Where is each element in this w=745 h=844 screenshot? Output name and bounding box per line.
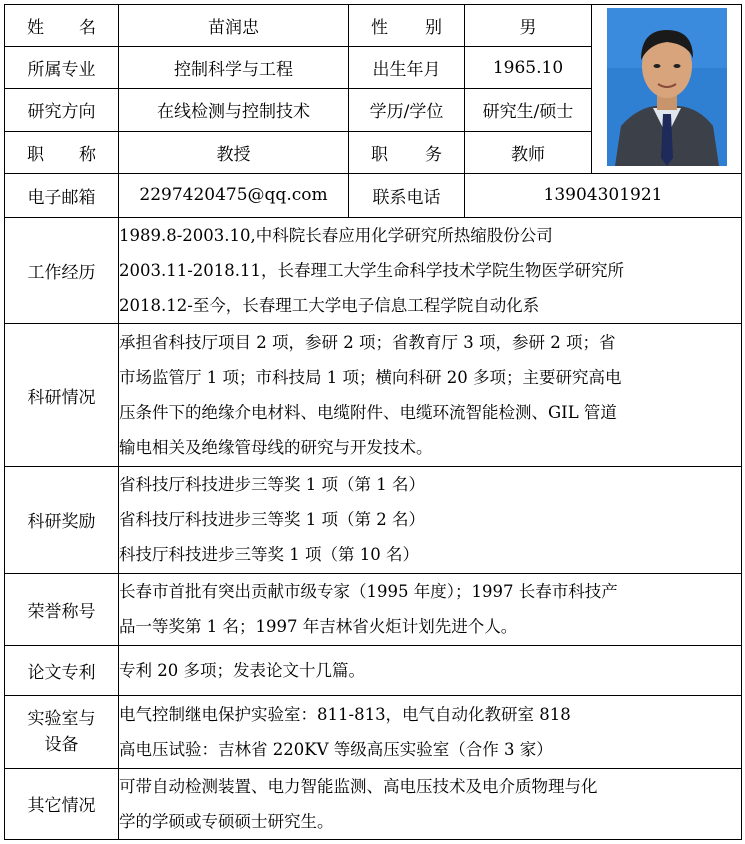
other-line: 可带自动检测装置、电力智能监测、高电压技术及电介质物理与化	[119, 776, 598, 796]
row-contact	[5, 173, 742, 217]
lab-content	[119, 696, 742, 768]
value-degree: 研究生/硕士	[465, 89, 592, 131]
label-awards: 科研奖励	[5, 467, 119, 574]
label-degree: 学历/学位	[349, 89, 465, 131]
value-name: 苗润忠	[119, 5, 349, 47]
value-birth: 1965.10	[465, 47, 592, 89]
award-line: 省科技厅科技进步三等奖 1 项（第 1 名）	[119, 475, 425, 495]
work-experience-content	[119, 217, 742, 324]
value-email: 2297420475@qq.com	[119, 173, 349, 217]
label-gender: 性 别	[349, 5, 465, 47]
label-other: 其它情况	[5, 768, 119, 839]
research-line: 压条件下的绝缘介电材料、电缆附件、电缆环流智能检测、GIL 管道	[119, 403, 617, 423]
row-honors	[5, 573, 742, 645]
work-experience-line: 2003.11-2018.11，长春理工大学生命科学技术学院生物医学研究所	[119, 261, 625, 281]
value-major: 控制科学与工程	[119, 47, 349, 89]
honors-content	[119, 573, 742, 645]
lab-line: 高电压试验：吉林省 220KV 等级高压实验室（合作 3 家）	[119, 739, 553, 759]
papers-line: 专利 20 多项；发表论文十几篇。	[119, 661, 365, 681]
row-awards	[5, 467, 742, 574]
other-content	[119, 768, 742, 839]
label-honors: 荣誉称号	[5, 573, 119, 645]
value-gender: 男	[465, 5, 592, 47]
work-experience-line: 1989.8-2003.10,中科院长春应用化学研究所热缩股份公司	[119, 226, 553, 246]
row-other	[5, 768, 742, 839]
award-line: 省科技厅科技进步三等奖 1 项（第 2 名）	[119, 510, 425, 530]
research-line: 承担省科技厅项目 2 项，参研 2 项；省教育厅 3 项，参研 2 项；省	[119, 333, 616, 353]
award-line: 科技厅科技进步三等奖 1 项（第 10 名）	[119, 545, 419, 565]
row-papers	[5, 645, 742, 695]
row-work-experience	[5, 217, 742, 324]
research-content	[119, 324, 742, 467]
row-lab	[5, 696, 742, 768]
resume-table	[4, 4, 742, 840]
label-papers: 论文专利	[5, 645, 119, 695]
value-research-direction: 在线检测与控制技术	[119, 89, 349, 131]
label-research-direction: 研究方向	[5, 89, 119, 131]
value-position: 教师	[465, 131, 592, 173]
lab-line: 电气控制继电保护实验室：811-813，电气自动化教研室 818	[119, 704, 571, 724]
label-research: 科研情况	[5, 324, 119, 467]
awards-content	[119, 467, 742, 574]
label-position: 职 务	[349, 131, 465, 173]
honors-line: 长春市首批有突出贡献市级专家（1995 年度）；1997 长春市科技产	[119, 582, 618, 602]
label-birth: 出生年月	[349, 47, 465, 89]
row-name	[5, 5, 742, 47]
other-line: 学的学硕或专硕硕士研究生。	[119, 811, 334, 831]
value-title: 教授	[119, 131, 349, 173]
label-title: 职 称	[5, 131, 119, 173]
honors-line: 品一等奖第 1 名；1997 年吉林省火炬计划先进个人。	[119, 617, 518, 637]
label-phone: 联系电话	[349, 173, 465, 217]
value-phone: 13904301921	[465, 173, 742, 217]
label-email: 电子邮箱	[5, 173, 119, 217]
label-work-experience: 工作经历	[5, 217, 119, 324]
portrait-photo	[607, 8, 727, 166]
label-name: 姓 名	[5, 5, 119, 47]
label-major: 所属专业	[5, 47, 119, 89]
photo-cell	[592, 5, 742, 174]
papers-content	[119, 645, 742, 695]
row-research	[5, 324, 742, 467]
research-line: 市场监管厅 1 项；市科技局 1 项；横向科研 20 多项；主要研究高电	[119, 368, 622, 388]
work-experience-line: 2018.12-至今，长春理工大学电子信息工程学院自动化系	[119, 296, 540, 316]
research-line: 输电相关及绝缘管母线的研究与开发技术。	[119, 438, 433, 458]
label-lab: 实验室与 设备	[5, 696, 119, 768]
